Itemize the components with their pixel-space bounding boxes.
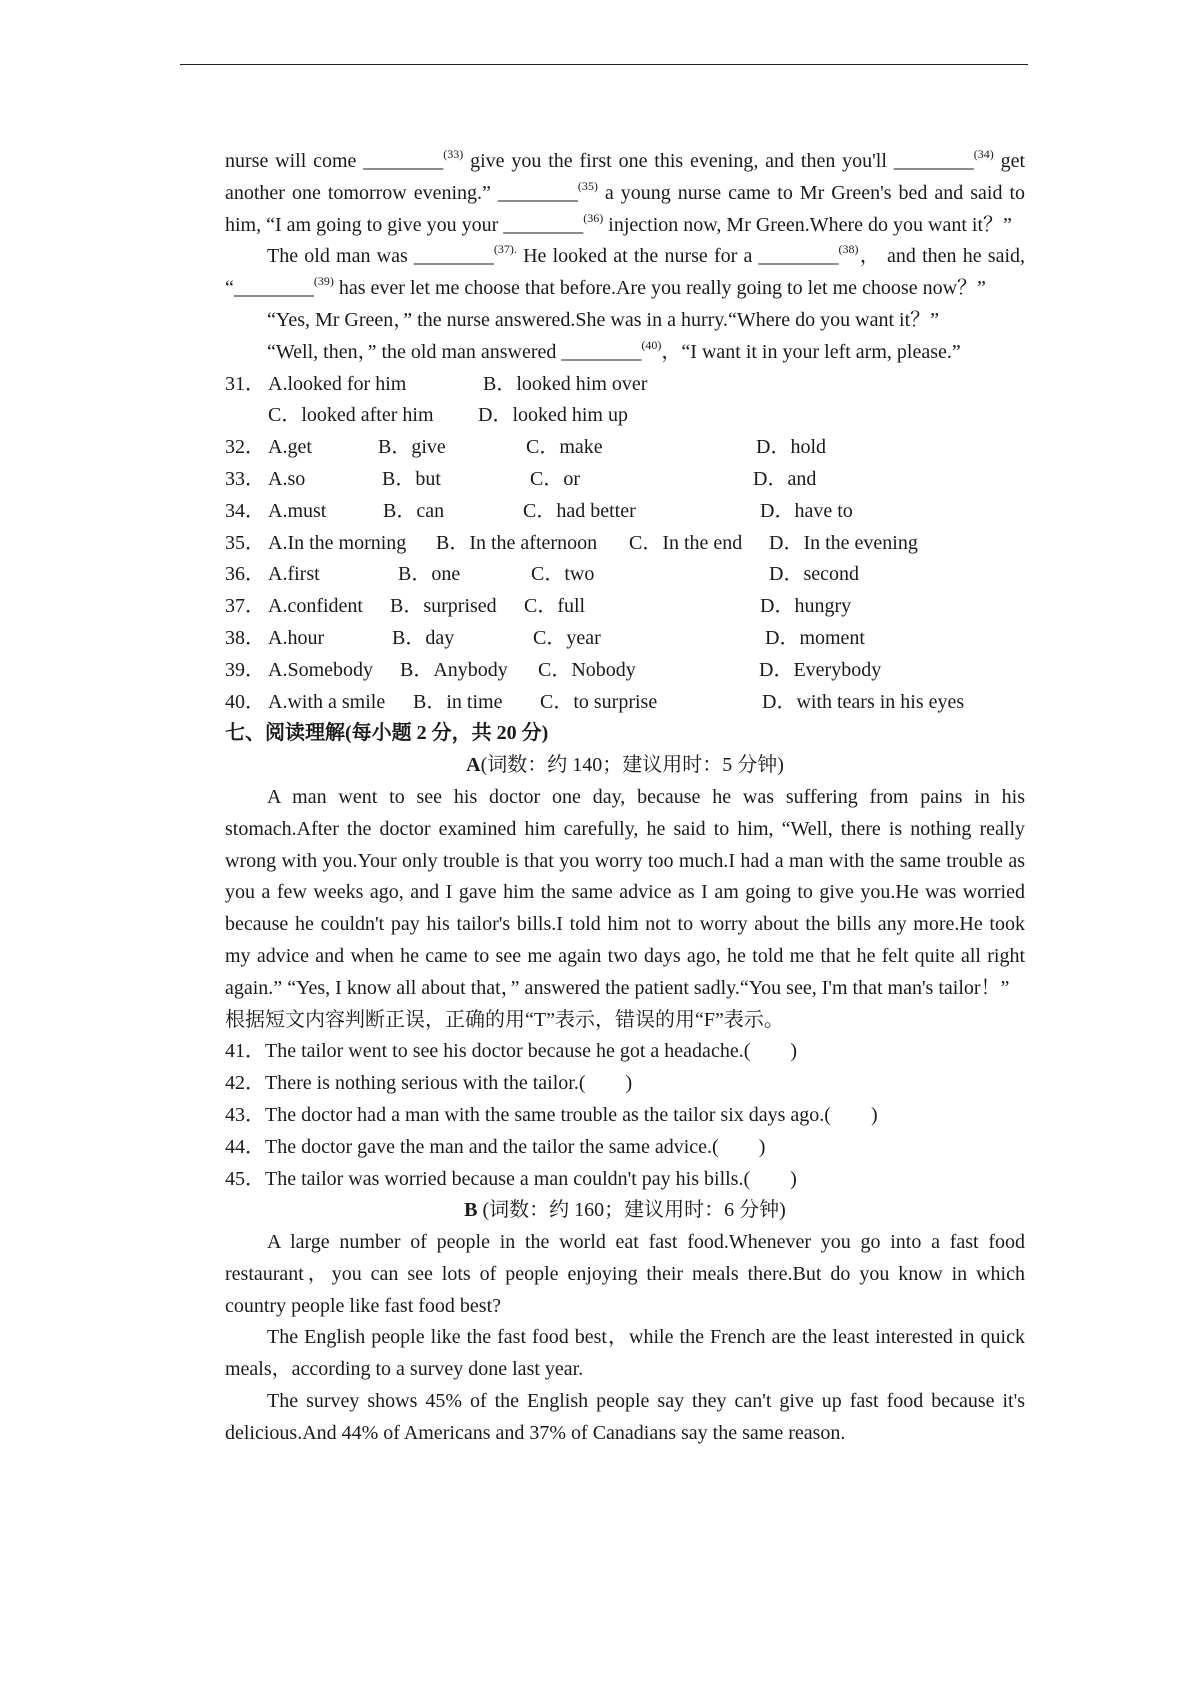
choice-row-34 bbox=[225, 496, 1025, 528]
option-b: B．one bbox=[398, 563, 461, 586]
option-a: A.so bbox=[268, 467, 306, 490]
cloze-paragraph-4: “Well, then，” the old man answered ________$^{(40)}$，“I want it in your left arm, please.” bbox=[267, 337, 961, 363]
passage-b-title: B (词数：约 160；建议用时：6 分钟) bbox=[464, 1199, 786, 1222]
choice-row-36 bbox=[225, 559, 1025, 591]
choice-row-37 bbox=[225, 591, 1025, 623]
choice-row-40 bbox=[225, 687, 1025, 719]
option-d: D．have to bbox=[760, 499, 853, 522]
question-number: 40． bbox=[225, 690, 265, 713]
option-a: A.with a smile bbox=[268, 690, 386, 713]
cloze-paragraph-2: The old man was ________$^{(37).}$ He looked at the nurse for a ________$^{(38)}$， and then he said, “________$^{(39)}$ has ever let me choose that before.Are you really going to let me choose now？” bbox=[225, 242, 1026, 300]
option-b: B．Anybody bbox=[400, 658, 508, 681]
tf-item-45: 45．The tailor was worried because a man couldn't pay his bills.( ) bbox=[225, 1167, 797, 1190]
option-d: D．Everybody bbox=[759, 658, 882, 681]
option-a: A.get bbox=[268, 436, 312, 459]
option-b: B．in time bbox=[413, 690, 503, 713]
option-d: D．hungry bbox=[760, 595, 852, 618]
passage-b-paragraph-2: The English people like the fast food best，while the French are the least interested in quick meals，according to a survey done last year. bbox=[225, 1326, 1025, 1381]
option-c: C．looked after him bbox=[268, 404, 434, 427]
choice-row-33 bbox=[225, 464, 1025, 496]
passage-b-paragraph-1: A large number of people in the world eat fast food.Whenever you go into a fast food restaurant，you can see lots of people enjoying their meals there.But do you know in which country people like fast food best? bbox=[225, 1231, 1025, 1317]
choice-row-31 bbox=[225, 369, 1025, 401]
question-number: 35． bbox=[225, 531, 265, 554]
choice-row-39 bbox=[225, 655, 1025, 687]
option-b: B．In the afternoon bbox=[436, 531, 598, 554]
option-d: D．hold bbox=[756, 436, 826, 459]
exam-page bbox=[225, 146, 1025, 1450]
header-rule bbox=[180, 64, 1028, 65]
choice-row-38 bbox=[225, 623, 1025, 655]
option-a: A.hour bbox=[268, 626, 325, 649]
tf-item-42: 42．There is nothing serious with the tailor.( ) bbox=[225, 1072, 633, 1095]
option-c: C．to surprise bbox=[540, 690, 658, 713]
question-number: 37． bbox=[225, 595, 265, 618]
question-number: 38． bbox=[225, 626, 265, 649]
passage-a-body: A man went to see his doctor one day, because he was suffering from pains in his stomach.After the doctor examined him carefully, he said to him, “Well, there is nothing really wrong with you.Your only trouble is that you worry too much.I had a man with the same trouble as you a few weeks ago, and I gave him the same advice as I am going to give you.He was worried because he couldn't pay his tailor's bills.I told him not to worry about the bills any more.He took my advice and when he came to see me again two days ago, he told me that he felt quite all right again.” “Yes, I know all about that，” answered the patient sadly.“You see, I'm that man's tailor！” bbox=[225, 785, 1025, 999]
option-d: D．In the evening bbox=[769, 531, 918, 554]
option-c: C．or bbox=[530, 467, 580, 490]
option-a: A.In the morning bbox=[268, 531, 407, 554]
option-d: D．with tears in his eyes bbox=[762, 690, 965, 713]
option-b: B．day bbox=[392, 626, 455, 649]
option-a: A.must bbox=[268, 499, 327, 522]
passage-a-title: A(词数：约 140；建议用时：5 分钟) bbox=[466, 754, 784, 777]
option-a: A.confident bbox=[268, 595, 363, 618]
choice-row-32 bbox=[225, 432, 1025, 464]
cloze-paragraph-1: nurse will come ________$^{(33)}$ give you the first one this evening, and then you'll ________$^{(34)}$ get another one tomorrow evening.” ________$^{(35)}$ a young nurse came to Mr Green's bed and said to him, “I am going to give you your ________$^{(36)}$ injection now, Mr Green.Where do you want it？” bbox=[225, 147, 1026, 236]
option-d: D．moment bbox=[765, 626, 865, 649]
question-number: 31． bbox=[225, 372, 265, 395]
passage-b-paragraph-3: The survey shows 45% of the English people say they can't give up fast food because it's delicious.And 44% of Americans and 37% of Canadians say the same reason. bbox=[225, 1390, 1025, 1444]
cloze-paragraph-3: “Yes, Mr Green，” the nurse answered.She was in a hurry.“Where do you want it？” bbox=[267, 308, 940, 331]
option-a: A.first bbox=[268, 563, 320, 586]
question-number: 39． bbox=[225, 658, 265, 681]
option-a: A.looked for him bbox=[268, 372, 407, 395]
option-b: B．can bbox=[383, 499, 445, 522]
option-d: D．looked him up bbox=[478, 404, 628, 427]
option-c: C．Nobody bbox=[538, 658, 636, 681]
option-b: B．but bbox=[382, 467, 441, 490]
option-b: B．surprised bbox=[390, 595, 497, 618]
option-c: C．full bbox=[524, 595, 586, 618]
option-c: C．In the end bbox=[629, 531, 743, 554]
choice-row-35 bbox=[225, 528, 1025, 560]
question-number: 34． bbox=[225, 499, 265, 522]
tf-instruction: 根据短文内容判断正误，正确的用“T”表示，错误的用“F”表示。 bbox=[225, 1008, 784, 1031]
option-d: D．and bbox=[753, 467, 817, 490]
option-b: B．give bbox=[378, 436, 446, 459]
question-number: 36． bbox=[225, 563, 265, 586]
option-c: C．two bbox=[531, 563, 595, 586]
option-a: A.Somebody bbox=[268, 658, 373, 681]
option-c: C．year bbox=[533, 626, 601, 649]
question-number: 32． bbox=[225, 436, 265, 459]
option-d: D．second bbox=[769, 563, 859, 586]
question-number: 33． bbox=[225, 467, 265, 490]
section-heading: 七、阅读理解(每小题 2 分，共 20 分) bbox=[225, 722, 549, 745]
tf-item-41: 41．The tailor went to see his doctor because he got a headache.( ) bbox=[225, 1040, 798, 1063]
choice-row-31-cont bbox=[225, 400, 1025, 432]
tf-item-44: 44．The doctor gave the man and the tailor the same advice.( ) bbox=[225, 1135, 766, 1158]
option-b: B．looked him over bbox=[483, 372, 648, 395]
tf-item-43: 43．The doctor had a man with the same trouble as the tailor six days ago.( ) bbox=[225, 1103, 878, 1126]
option-c: C．had better bbox=[523, 499, 636, 522]
option-c: C．make bbox=[526, 436, 603, 459]
